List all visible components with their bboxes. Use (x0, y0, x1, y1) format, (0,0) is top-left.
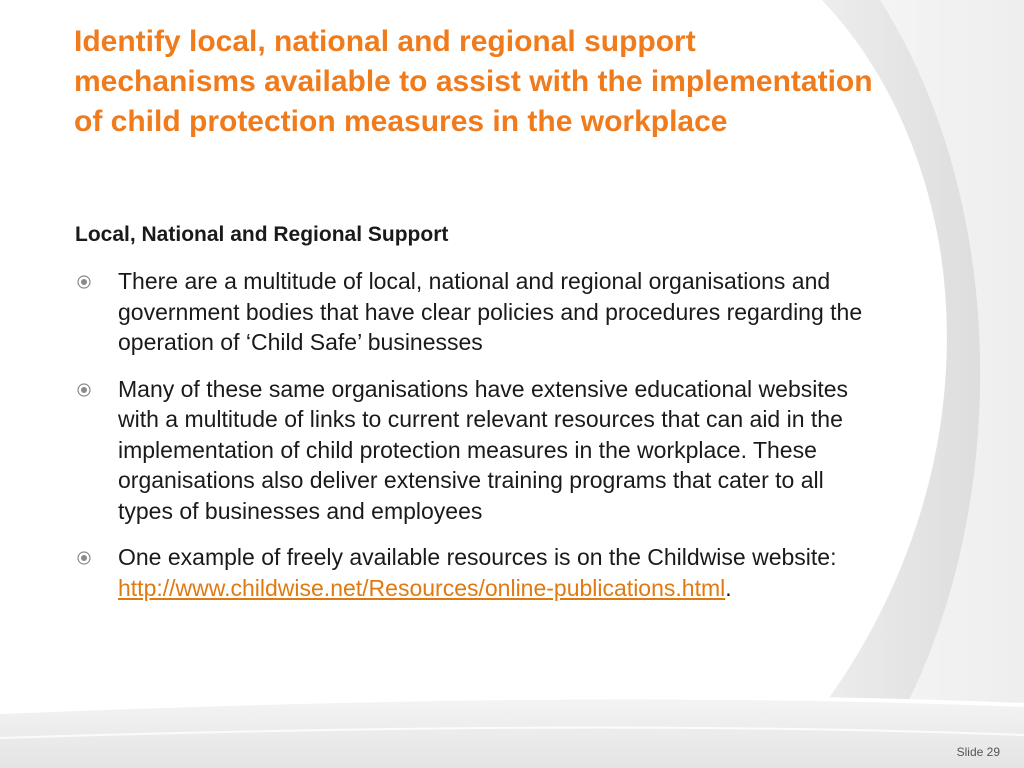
slide-title: Identify local, national and regional support mechanisms available to assist with the implementation of child protection measures in the workplace (74, 25, 873, 138)
list-item (75, 266, 885, 358)
childwise-resources-link[interactable]: http://www.childwise.net/Resources/online-publications.html (118, 574, 726, 601)
section-subheading: Local, National and Regional Support (75, 223, 449, 246)
bullet-text: There are a multitude of local, national and regional organisations and government bodies that have clear policies and procedures regarding the operation of ‘Child Safe’ businesses (118, 268, 863, 355)
list-item (75, 542, 885, 603)
bullet-text-before-link: One example of freely available resources is on the Childwise website: (118, 544, 843, 570)
circled-dot-icon (77, 275, 91, 289)
circled-dot-icon (77, 551, 91, 565)
bullet-text: Many of these same organisations have extensive educational websites with a multitude of links to current relevant resources that can aid in the implementation of child protection measures in the workplace. These organisations also deliver extensive training programs that cater to all types of businesses and employees (118, 375, 849, 524)
bullet-list (75, 266, 885, 619)
circled-dot-icon (77, 383, 91, 397)
slide-number: Slide 29 (956, 745, 1000, 759)
list-item (75, 374, 885, 527)
bullet-text-after-link: . (725, 574, 732, 601)
